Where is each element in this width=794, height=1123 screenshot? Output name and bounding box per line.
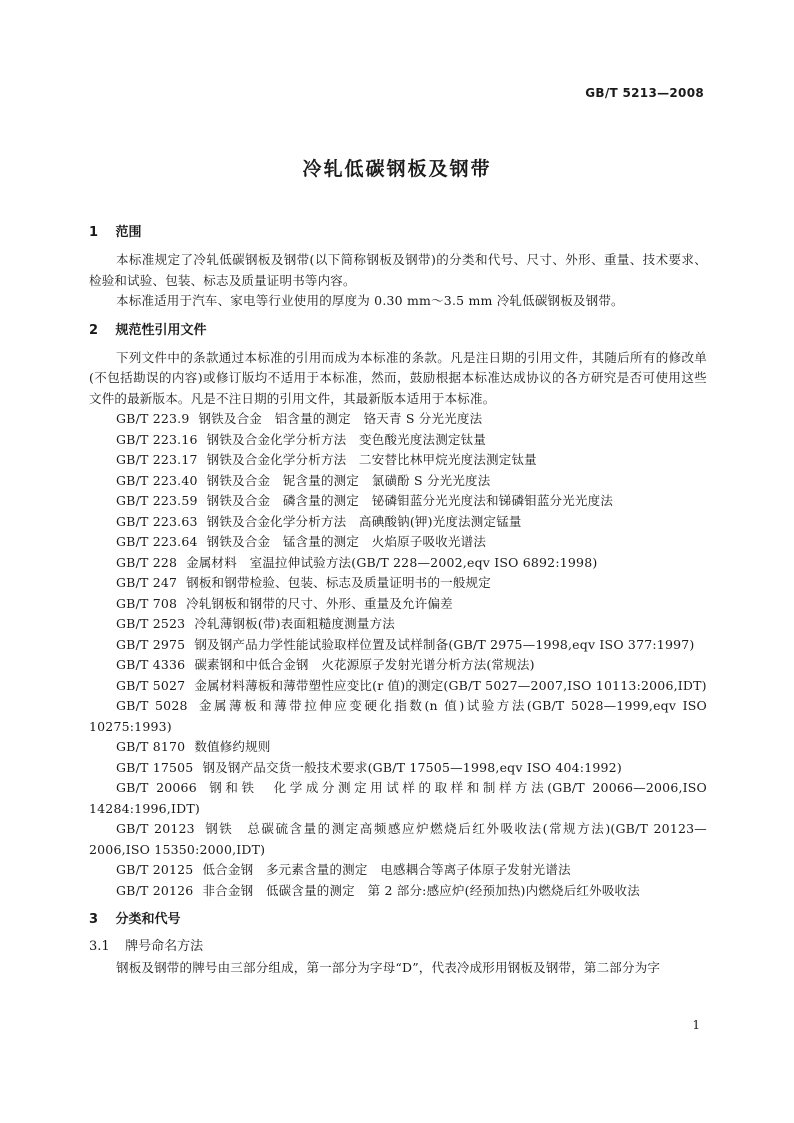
reference-item xyxy=(89,471,707,492)
normative-intro: 下列文件中的条款通过本标准的引用而成为本标准的条款。凡是注日期的引用文件，其随后所有的修改单(不包括勘误的内容)或修订版均不适用于本标准，然而，鼓励根据本标准达成协议的各方研究是否可使用这些文件的最新版本。凡是不注日期的引用文件，其最新版本适用于本标准。 xyxy=(89,349,707,406)
reference-code: GB/T 17505 xyxy=(116,759,194,775)
reference-code: GB/T 223.64 xyxy=(116,534,198,549)
reference-code: GB/T 2523 xyxy=(116,616,186,631)
classification-paragraph: 钢板及钢带的牌号由三部分组成，第一部分为字母“D”，代表冷成形用钢板及钢带，第二部分为字 xyxy=(116,960,661,975)
reference-code: GB/T 2975 xyxy=(116,636,186,652)
reference-code: GB/T 20066 xyxy=(116,780,197,795)
section-number: 1 xyxy=(89,225,99,240)
reference-code: GB/T 20123 xyxy=(116,821,195,836)
section-title: 规范性引用文件 xyxy=(115,322,207,338)
reference-item xyxy=(89,696,707,737)
reference-item xyxy=(89,778,707,819)
reference-title: 冷轧钢板和钢带的尺寸、外形、重量及允许偏差 xyxy=(186,595,453,611)
reference-item xyxy=(89,614,707,635)
reference-code: GB/T 228 xyxy=(116,554,178,570)
reference-list xyxy=(89,409,707,901)
reference-code: GB/T 4336 xyxy=(116,657,186,672)
section-heading-scope xyxy=(89,220,707,246)
subsection-title: 牌号命名方法 xyxy=(125,939,204,954)
reference-title: 钢铁及合金 铌含量的测定 氯磺酚 S 分光光度法 xyxy=(206,472,491,488)
reference-code: GB/T 5027 xyxy=(116,677,186,693)
reference-title: 数值修约规则 xyxy=(194,739,271,754)
reference-code: GB/T 223.40 xyxy=(116,472,198,488)
reference-title: 钢铁及合金 磷含量的测定 铋磷钼蓝分光光度法和锑磷钼蓝分光光度法 xyxy=(206,493,614,508)
reference-code: GB/T 247 xyxy=(116,575,178,590)
reference-item xyxy=(89,491,707,512)
reference-title: 低合金钢 多元素含量的测定 电感耦合等离子体原子发射光谱法 xyxy=(202,862,571,877)
reference-title: 钢及钢产品交货一般技术要求(GB/T 17505—1998,eqv ISO 404:1992) xyxy=(202,759,622,775)
reference-item xyxy=(89,881,707,902)
reference-title: 钢铁及合金 锰含量的测定 火焰原子吸收光谱法 xyxy=(206,534,487,549)
reference-item xyxy=(89,737,707,758)
reference-code: GB/T 223.59 xyxy=(116,493,198,508)
reference-item xyxy=(89,430,707,451)
reference-title: 钢铁 总碳硫含量的测定高频感应炉燃烧后红外吸收法(常规方法)(GB/T 20123—2006,ISO 15350:2000,IDT) xyxy=(89,821,707,857)
standard-code: GB/T 5213—2008 xyxy=(585,86,704,100)
reference-title: 钢铁及合金化学分析方法 变色酸光度法测定钛量 xyxy=(206,431,487,447)
reference-title: 冷轧薄钢板(带)表面粗糙度测量方法 xyxy=(194,616,395,631)
section-heading-normative xyxy=(89,318,707,344)
reference-code: GB/T 8170 xyxy=(116,739,186,754)
reference-title: 非合金钢 低碳含量的测定 第 2 部分:感应炉(经预加热)内燃烧后红外吸收法 xyxy=(202,882,640,898)
section-heading-classification xyxy=(89,907,707,933)
reference-item xyxy=(89,594,707,615)
section-number: 3 xyxy=(89,912,99,927)
reference-item xyxy=(89,409,707,430)
reference-code: GB/T 20126 xyxy=(116,882,194,898)
reference-code: GB/T 223.63 xyxy=(116,513,198,529)
subsection-heading xyxy=(89,937,707,957)
reference-title: 金属材料 室温拉伸试验方法(GB/T 228—2002,eqv ISO 6892:1998) xyxy=(186,554,598,570)
reference-title: 钢铁及合金 铝含量的测定 铬天青 S 分光光度法 xyxy=(198,411,483,426)
reference-code: GB/T 5028 xyxy=(116,698,188,713)
reference-title: 碳素钢和中低合金钢 火花源原子发射光谱分析方法(常规法) xyxy=(194,657,535,672)
scope-paragraph: 本标准规定了冷轧低碳钢板及钢带(以下简称钢板及钢带)的分类和代号、尺寸、外形、重量、技术要求、检验和试验、包装、标志及质量证明书等内容。 xyxy=(89,252,707,288)
subsection-number: 3.1 xyxy=(89,939,110,954)
reference-code: GB/T 223.17 xyxy=(116,452,198,467)
reference-item xyxy=(89,532,707,553)
reference-title: 金属薄板和薄带拉伸应变硬化指数(n 值)试验方法(GB/T 5028—1999,eqv ISO 10275:1993) xyxy=(89,698,707,734)
reference-code: GB/T 708 xyxy=(116,595,178,611)
reference-title: 钢和铁 化学成分测定用试样的取样和制样方法(GB/T 20066—2006,ISO 14284:1996,IDT) xyxy=(89,780,707,816)
reference-item xyxy=(89,655,707,676)
reference-title: 钢铁及合金化学分析方法 高碘酸钠(钾)光度法测定锰量 xyxy=(206,513,522,529)
reference-title: 钢板和钢带检验、包装、标志及质量证明书的一般规定 xyxy=(186,575,491,590)
reference-item xyxy=(89,860,707,881)
scope-paragraph: 本标准适用于汽车、家电等行业使用的厚度为 0.30 mm～3.5 mm 冷轧低碳钢板及钢带。 xyxy=(116,293,624,308)
reference-code: GB/T 20125 xyxy=(116,862,194,877)
reference-code: GB/T 223.16 xyxy=(116,431,198,447)
section-title: 范围 xyxy=(115,225,142,240)
reference-title: 金属材料薄板和薄带塑性应变比(r 值)的测定(GB/T 5027—2007,ISO 10113:2006,IDT) xyxy=(194,677,707,693)
reference-item xyxy=(89,573,707,594)
reference-item xyxy=(89,676,707,697)
reference-item xyxy=(89,450,707,471)
reference-title: 钢铁及合金化学分析方法 二安替比林甲烷光度法测定钛量 xyxy=(206,452,537,467)
reference-item xyxy=(89,553,707,574)
document-body xyxy=(89,214,707,979)
reference-item xyxy=(89,512,707,533)
reference-item xyxy=(89,635,707,656)
reference-title: 钢及钢产品力学性能试验取样位置及试样制备(GB/T 2975—1998,eqv ISO 377:1997) xyxy=(194,636,695,652)
section-title: 分类和代号 xyxy=(115,912,181,927)
reference-item xyxy=(89,758,707,779)
reference-code: GB/T 223.9 xyxy=(116,411,190,426)
document-title: 冷轧低碳钢板及钢带 xyxy=(302,158,492,180)
reference-item xyxy=(89,819,707,860)
page-number: 1 xyxy=(692,1018,700,1032)
section-number: 2 xyxy=(89,322,99,338)
